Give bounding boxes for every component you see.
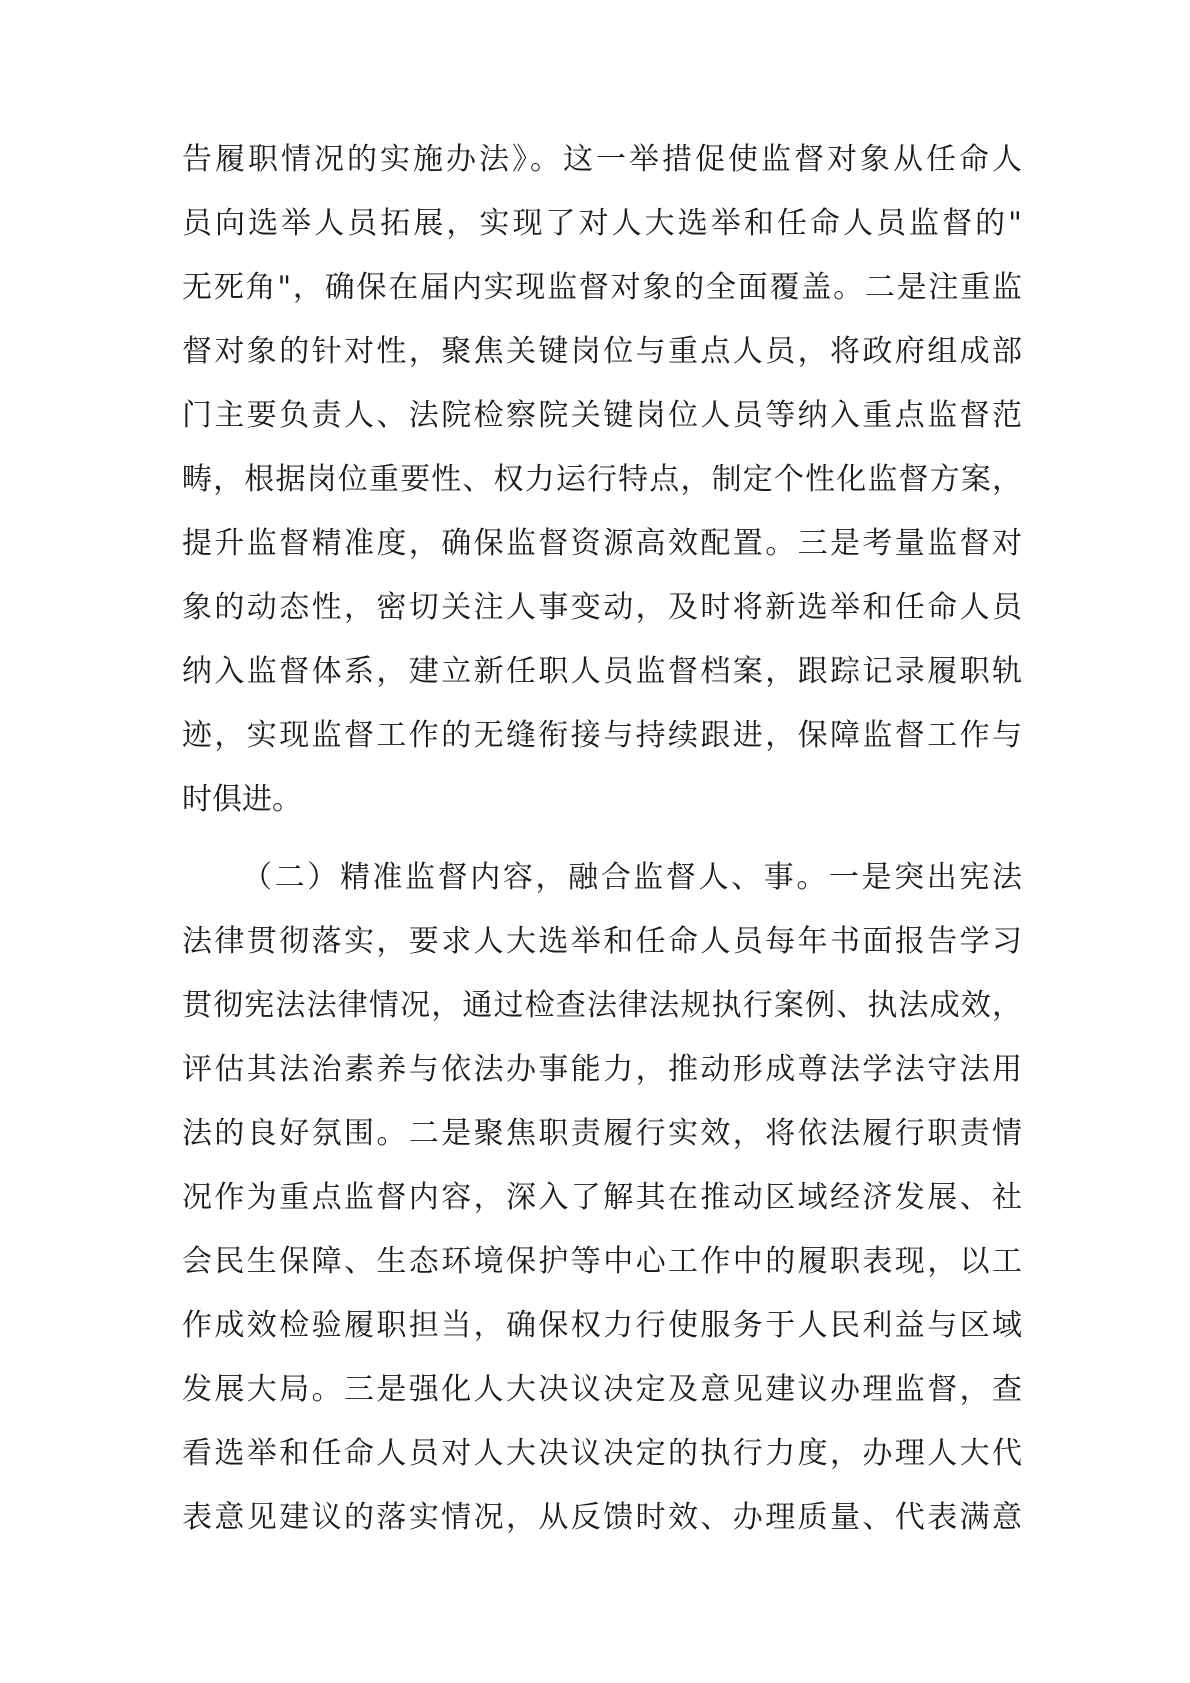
text-line: 象的动态性，密切关注人事变动，及时将新选举和任命人员	[182, 590, 1022, 625]
text-line: 员向选举人员拓展，实现了对人大选举和任命人员监督的"	[182, 206, 1022, 241]
paragraph-1	[182, 128, 1022, 832]
text-line: 评估其法治素养与依法办事能力，推动形成尊法学法守法用	[182, 1052, 1022, 1087]
document-body	[182, 128, 1022, 1550]
text-line: 法律贯彻落实，要求人大选举和任命人员每年书面报告学习	[182, 924, 1022, 959]
text-line: 告履职情况的实施办法》。这一举措促使监督对象从任命人	[182, 142, 1022, 177]
text-line: 会民生保障、生态环境保护等中心工作中的履职表现，以工	[182, 1244, 1022, 1279]
text-line: 纳入监督体系，建立新任职人员监督档案，跟踪记录履职轨	[182, 654, 1022, 689]
text-line: 况作为重点监督内容，深入了解其在推动区域经济发展、社	[182, 1180, 1022, 1215]
text-line: 迹，实现监督工作的无缝衔接与持续跟进，保障监督工作与	[182, 718, 1022, 753]
text-line: 提升监督精准度，确保监督资源高效配置。三是考量监督对	[182, 526, 1022, 561]
text-line: 表意见建议的落实情况，从反馈时效、办理质量、代表满意	[182, 1500, 1022, 1535]
paragraph-spacer	[182, 832, 1022, 846]
text-line: 无死角"，确保在届内实现监督对象的全面覆盖。二是注重监	[182, 270, 1022, 305]
text-line: 时俱进。	[182, 782, 302, 817]
paragraph-2	[182, 846, 1022, 1550]
text-line: 贯彻宪法法律情况，通过检查法律法规执行案例、执法成效，	[182, 988, 1022, 1023]
text-line: （二）精准监督内容，融合监督人、事。一是突出宪法	[242, 860, 1022, 895]
text-line: 发展大局。三是强化人大决议决定及意见建议办理监督，查	[182, 1372, 1022, 1407]
text-line: 法的良好氛围。二是聚焦职责履行实效，将依法履行职责情	[182, 1116, 1022, 1151]
text-line: 门主要负责人、法院检察院关键岗位人员等纳入重点监督范	[182, 398, 1022, 433]
text-line: 看选举和任命人员对人大决议决定的执行力度，办理人大代	[182, 1436, 1022, 1471]
text-line: 畴，根据岗位重要性、权力运行特点，制定个性化监督方案，	[182, 462, 1022, 497]
text-line: 督对象的针对性，聚焦关键岗位与重点人员，将政府组成部	[182, 334, 1022, 369]
text-line: 作成效检验履职担当，确保权力行使服务于人民利益与区域	[182, 1308, 1022, 1343]
